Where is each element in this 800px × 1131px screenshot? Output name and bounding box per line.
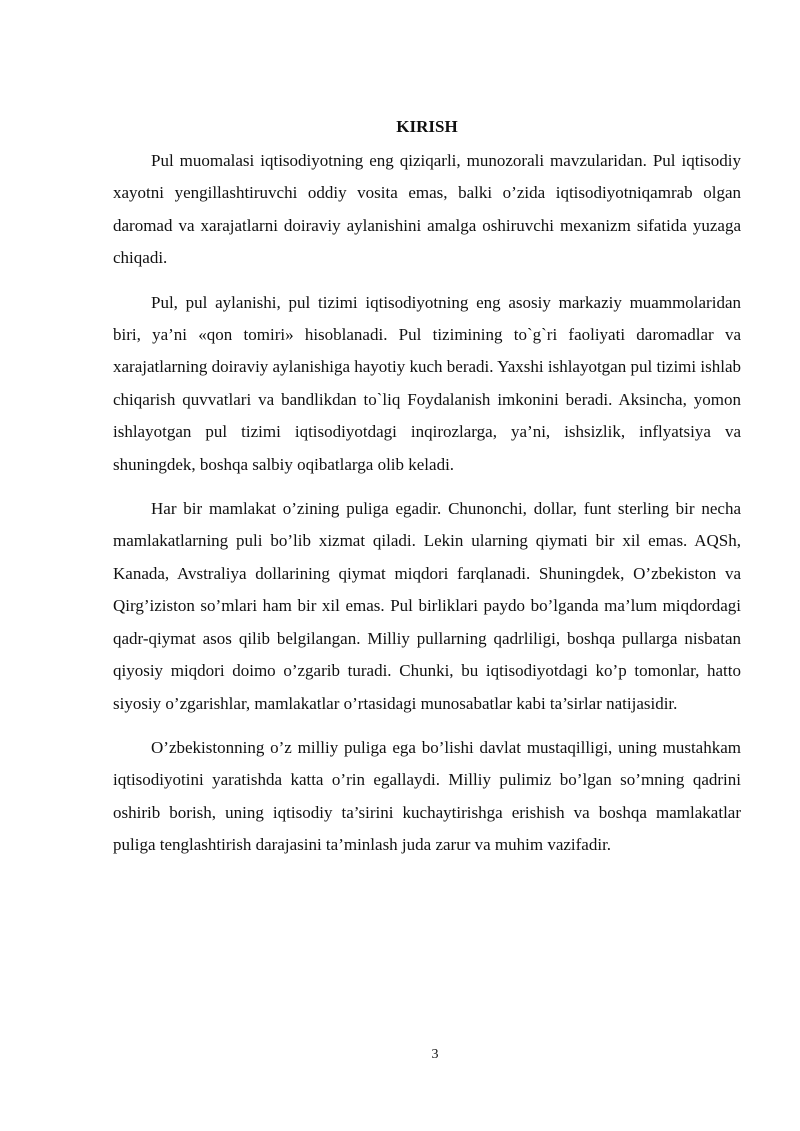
paragraph-1: Pul muomalasi iqtisodiyotning eng qiziqarli, munozorali mavzularidan. Pul iqtisodiy xayotni yengillashtiruvchi oddiy vosita emas, balki o’zida iqtisodiyotniqamrab olgan daromad va xarajatlarni doiraviy aylanishini amalga oshiruvchi mexanizm sifatida yuzaga chiqadi. [113,151,741,268]
page-number: 3 [431,1047,439,1062]
paragraph-4: O’zbekistonning o’z milliy puliga ega bo’lishi davlat mustaqilligi, uning mustahkam iqtisodiyotini yaratishda katta o’rin egallaydi. Milliy pulimiz bo’lgan so’mning qadrini oshirib borish, uning iqtisodiy ta’sirini kuchaytirishga erishish va boshqa mamlakatlar puliga tenglashtirish darajasini ta’minlash juda zarur va muhim vazifadir. [113,737,741,855]
page-title: KIRISH [396,117,458,136]
body-text [113,145,741,874]
paragraph-2: Pul, pul aylanishi, pul tizimi iqtisodiyotning eng asosiy markaziy muammolaridan biri, ya’ni «qon tomiri» hisoblanadi. Pul tizimining to`g`ri faoliyati daromadlar va xarajatlarning doiraviy aylanishiga hayotiy kuch beradi. Yaxshi ishlayotgan pul tizimi ishlab chiqarish quvvatlari va bandlikdan to`liq Foydalanish imkonini beradi. Aksincha, yomon ishlayotgan pul tizimi iqtisodiyotdagi inqirozlarga, ya’ni, ishsizlik, inflyatsiya va shuningdek, boshqa salbiy oqibatlarga olib keladi. [113,292,741,474]
paragraph-3: Har bir mamlakat o’zining puliga egadir. Chunonchi, dollar, funt sterling bir necha mamlakatlarning puli bo’lib xizmat qiladi. Lekin ularning qiymati bir xil emas. AQSh, Kanada, Avstraliya dollarining qiymat miqdori farqlanadi. Shuningdek, O’zbekiston va Qirg’iziston so’mlari ham bir xil emas. Pul birliklari paydo bo’lganda ma’lum miqdordagi qadr-qiymat asos qilib belgilangan. Milliy pullarning qadrliligi, boshqa pullarga nisbatan qiyosiy miqdori doimo o’zgarib turadi. Chunki, bu iqtisodiyotdagi ko’p tomonlar, hatto siyosiy o’zgarishlar, mamlakatlar o’rtasidagi munosabatlar kabi ta’sirlar natijasidir. [113,499,741,713]
